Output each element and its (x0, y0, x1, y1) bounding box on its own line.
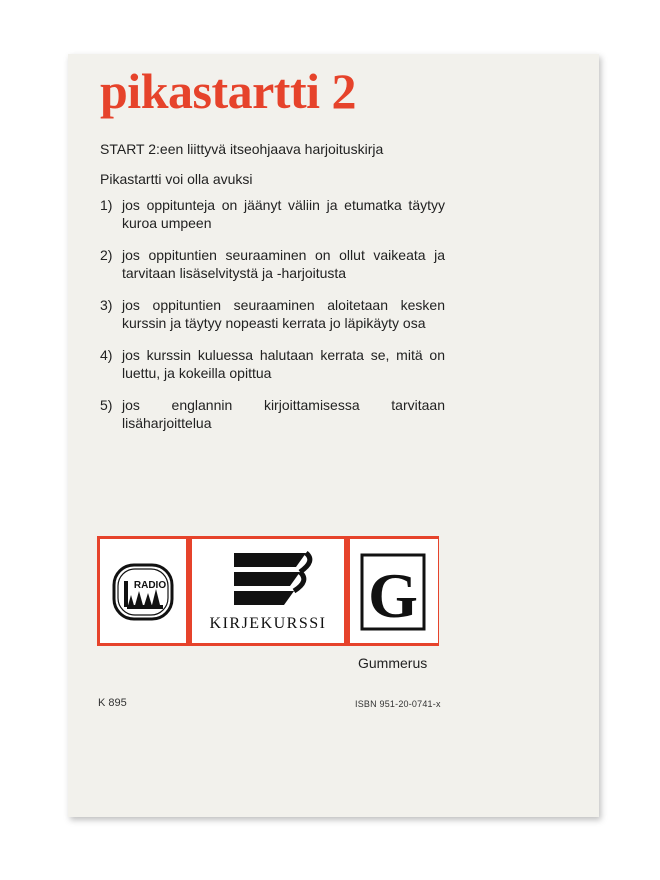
svg-text:G: G (368, 560, 418, 631)
list-item (100, 346, 445, 382)
product-code: K 895 (98, 697, 127, 709)
list-item-text: jos englannin kirjoittamisessa tarvitaan lisäharjoittelua (122, 397, 445, 431)
radio-logo-icon (100, 539, 186, 643)
isbn-number: ISBN 951-20-0741-x (355, 699, 441, 709)
kirjekurssi-logo-icon (192, 539, 344, 619)
subtitle: START 2:een liittyvä itseohjaava harjoituskirja (100, 141, 384, 157)
kirjekurssi-logo-panel (192, 539, 350, 643)
list-item-text: jos oppituntien seuraaminen on ollut vaikeata ja tarvitaan lisäselvitystä ja -harjoitusta (122, 247, 445, 281)
svg-text:RADIO: RADIO (133, 580, 167, 591)
reasons-list (100, 196, 445, 446)
intro-text: Pikastartti voi olla avuksi (100, 171, 253, 187)
kirjekurssi-label: KIRJEKURSSI (209, 615, 327, 632)
list-item-text: jos kurssin kuluessa halutaan kerrata se, mitä on luettu, ja kokeilla opittua (122, 347, 445, 381)
list-item-text: jos oppitunteja on jäänyt väliin ja etumatka täytyy kuroa umpeen (122, 197, 445, 231)
logo-strip (97, 536, 439, 646)
radio-logo-panel (100, 539, 192, 643)
gummerus-g-icon (350, 539, 438, 643)
publisher-name: Gummerus (358, 655, 428, 671)
list-item-text: jos oppituntien seuraaminen aloitetaan kesken kurssin ja täytyy nopeasti kerrata jo läpikäyty osa (122, 297, 445, 331)
list-item (100, 296, 445, 332)
list-item-number: 2) (100, 247, 113, 263)
list-item-number: 5) (100, 397, 113, 413)
list-item-number: 3) (100, 297, 113, 313)
list-item (100, 396, 445, 432)
list-item-number: 4) (100, 347, 113, 363)
list-item-number: 1) (100, 197, 113, 213)
list-item (100, 246, 445, 282)
gummerus-logo-panel (350, 539, 438, 643)
book-title: pikastartti 2 (100, 63, 356, 119)
list-item (100, 196, 445, 232)
